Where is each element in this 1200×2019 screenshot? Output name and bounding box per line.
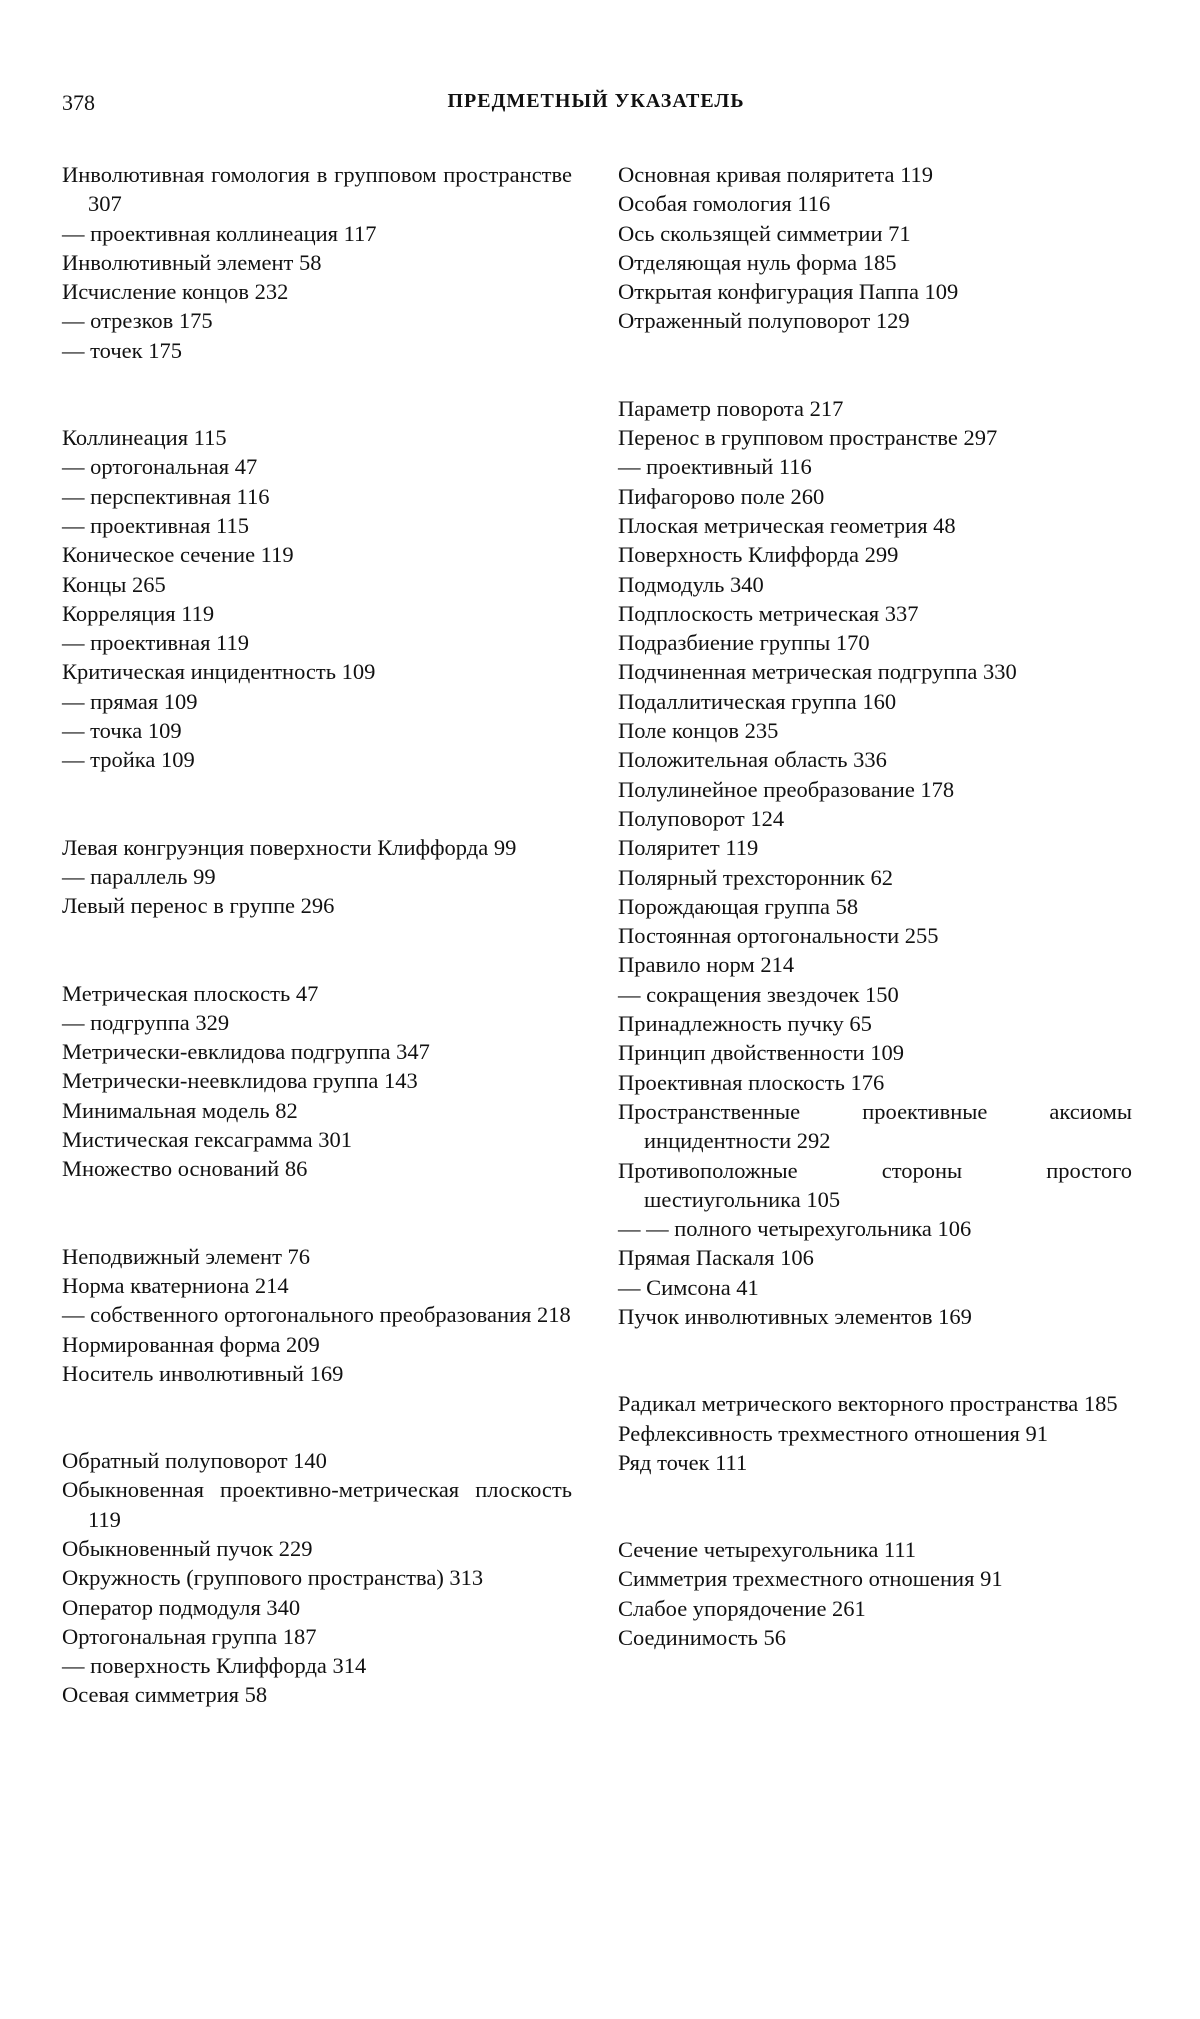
- index-entry: — собственного ортогонального преобразования 218: [62, 1302, 571, 1328]
- index-entry: Отраженный полуповорот 129: [618, 308, 910, 334]
- index-entry: — сокращения звездочек 150: [618, 981, 899, 1007]
- index-entry: Инволютивная гомология в групповом пространстве 307: [62, 162, 572, 217]
- index-entry: Носитель инволютивный 169: [62, 1360, 344, 1386]
- index-entry: Открытая конфигурация Паппа 109: [618, 279, 959, 305]
- section-gap: [618, 1477, 1132, 1535]
- index-entry: Положительная область 336: [618, 747, 887, 773]
- index-entry: Противоположные стороны простого шестиугольника 105: [618, 1157, 1132, 1212]
- section-gap: [618, 1331, 1132, 1389]
- index-entry: Левый перенос в группе 296: [62, 893, 335, 919]
- section-gap: [62, 365, 572, 423]
- index-entry: Мистическая гексаграмма 301: [62, 1127, 352, 1153]
- index-entry: Сечение четырехугольника 111: [618, 1537, 917, 1563]
- section-gap: [62, 1184, 572, 1242]
- index-entry: Неподвижный элемент 76: [62, 1243, 311, 1269]
- index-entry: Соединимость 56: [618, 1625, 787, 1651]
- index-entry: Обратный полуповорот 140: [62, 1448, 327, 1474]
- page-number: 378: [62, 90, 95, 115]
- section-gap: [62, 921, 572, 979]
- index-entry: Метрическая плоскость 47: [62, 980, 319, 1006]
- index-entry: Пифагорово поле 260: [618, 483, 825, 509]
- index-entry: Отделяющая нуль форма 185: [618, 249, 897, 275]
- index-entry: — отрезков 175: [62, 308, 213, 334]
- index-entry: Ортогональная группа 187: [62, 1623, 317, 1649]
- index-entry: Полярный трехсторонник 62: [618, 864, 893, 890]
- index-entry: Подплоскость метрическая 337: [618, 600, 919, 626]
- index-entry: Левая конгруэнция поверхности Клиффорда 99: [62, 834, 517, 860]
- index-entry: Подмодуль 340: [618, 571, 764, 597]
- index-entry: Минимальная модель 82: [62, 1097, 298, 1123]
- section-gap: [62, 775, 572, 833]
- index-entry: Норма кватерниона 214: [62, 1272, 289, 1298]
- index-entry: Окружность (группового пространства) 313: [62, 1565, 484, 1591]
- index-entry: Поляритет 119: [618, 835, 759, 861]
- index-entry: Подаллитическая группа 160: [618, 688, 897, 714]
- index-entry: — проективная 115: [62, 512, 249, 538]
- index-entry: — проективная 119: [62, 630, 249, 656]
- index-entry: Осевая симметрия 58: [62, 1682, 268, 1708]
- index-entry: Метрически-евклидова подгруппа 347: [62, 1039, 430, 1065]
- page-header: [62, 90, 1130, 124]
- index-entry: Множество оснований 86: [62, 1156, 308, 1182]
- index-entry: Принадлежность пучку 65: [618, 1011, 872, 1037]
- index-entry: Порождающая группа 58: [618, 893, 859, 919]
- index-entry: Корреляция 119: [62, 600, 215, 626]
- index-entry: Основная кривая поляритета 119: [618, 162, 933, 187]
- index-entry: Слабое упорядочение 261: [618, 1595, 866, 1621]
- index-entry: — проективная коллинеация 117: [62, 220, 377, 246]
- index-entry: Рефлексивность трехместного отношения 91: [618, 1420, 1048, 1446]
- section-gap: [618, 336, 1132, 394]
- index-entry: Особая гомология 116: [618, 191, 831, 217]
- index-entry: Принцип двойственности 109: [618, 1040, 904, 1066]
- index-entry: Коллинеация 115: [62, 425, 227, 451]
- index-entry: Концы 265: [62, 571, 166, 597]
- index-entry: Плоская метрическая геометрия 48: [618, 512, 956, 538]
- index-entry: Ось скользящей симметрии 71: [618, 220, 911, 246]
- index-entry: — поверхность Клиффорда 314: [62, 1653, 367, 1679]
- section-gap: [62, 1388, 572, 1446]
- index-entry: — параллель 99: [62, 863, 216, 889]
- index-entry: Подразбиение группы 170: [618, 630, 870, 656]
- index-entry: Ряд точек 111: [618, 1449, 748, 1475]
- index-entry: Критическая инцидентность 109: [62, 659, 376, 685]
- index-entry: Симметрия трехместного отношения 91: [618, 1566, 1003, 1592]
- index-entry: Нормированная форма 209: [62, 1331, 320, 1357]
- index-entry: — Симсона 41: [618, 1274, 759, 1300]
- index-entry: — — полного четырехугольника 106: [618, 1216, 972, 1242]
- index-entry: Пространственные проективные аксиомы инцидентности 292: [618, 1098, 1132, 1154]
- index-column-left: [62, 160, 572, 1710]
- index-entry: Проективная плоскость 176: [618, 1069, 885, 1095]
- index-entry: Правило норм 214: [618, 952, 795, 978]
- index-entry: Коническое сечение 119: [62, 542, 294, 568]
- index-entry: Оператор подмодуля 340: [62, 1594, 301, 1620]
- index-entry: Подчиненная метрическая подгруппа 330: [618, 659, 1017, 685]
- index-entry: Постоянная ортогональности 255: [618, 923, 939, 949]
- index-entry: Перенос в групповом пространстве 297: [618, 425, 998, 451]
- index-entry: Поле концов 235: [618, 718, 779, 744]
- index-entry: Инволютивный элемент 58: [62, 249, 322, 275]
- index-column-right: [618, 160, 1132, 1652]
- index-entry: — перспективная 116: [62, 483, 270, 509]
- index-entry: Исчисление концов 232: [62, 279, 289, 305]
- index-entry: — точка 109: [62, 718, 182, 744]
- index-entry: Поверхность Клиффорда 299: [618, 542, 899, 568]
- index-entry: Пучок инволютивных элементов 169: [618, 1303, 972, 1329]
- index-entry: — подгруппа 329: [62, 1009, 230, 1035]
- index-entry: — тройка 109: [62, 747, 195, 773]
- index-entry: — ортогональная 47: [62, 454, 258, 480]
- index-entry: Параметр поворота 217: [618, 395, 844, 421]
- index-entry: Прямая Паскаля 106: [618, 1245, 814, 1271]
- index-entry: Обыкновенная проективно-метрическая плоскость 119: [62, 1477, 572, 1532]
- index-entry: Метрически-неевклидова группа 143: [62, 1068, 418, 1094]
- index-entry: — прямая 109: [62, 688, 198, 714]
- index-entry: Полуповорот 124: [618, 805, 785, 831]
- index-entry: Обыкновенный пучок 229: [62, 1535, 313, 1561]
- index-entry: Радикал метрического векторного пространства 185: [618, 1391, 1118, 1417]
- index-entry: — точек 175: [62, 337, 182, 363]
- index-entry: Полулинейное преобразование 178: [618, 776, 955, 802]
- running-title: ПРЕДМЕТНЫЙ УКАЗАТЕЛЬ: [447, 90, 745, 112]
- index-entry: — проективный 116: [618, 454, 812, 480]
